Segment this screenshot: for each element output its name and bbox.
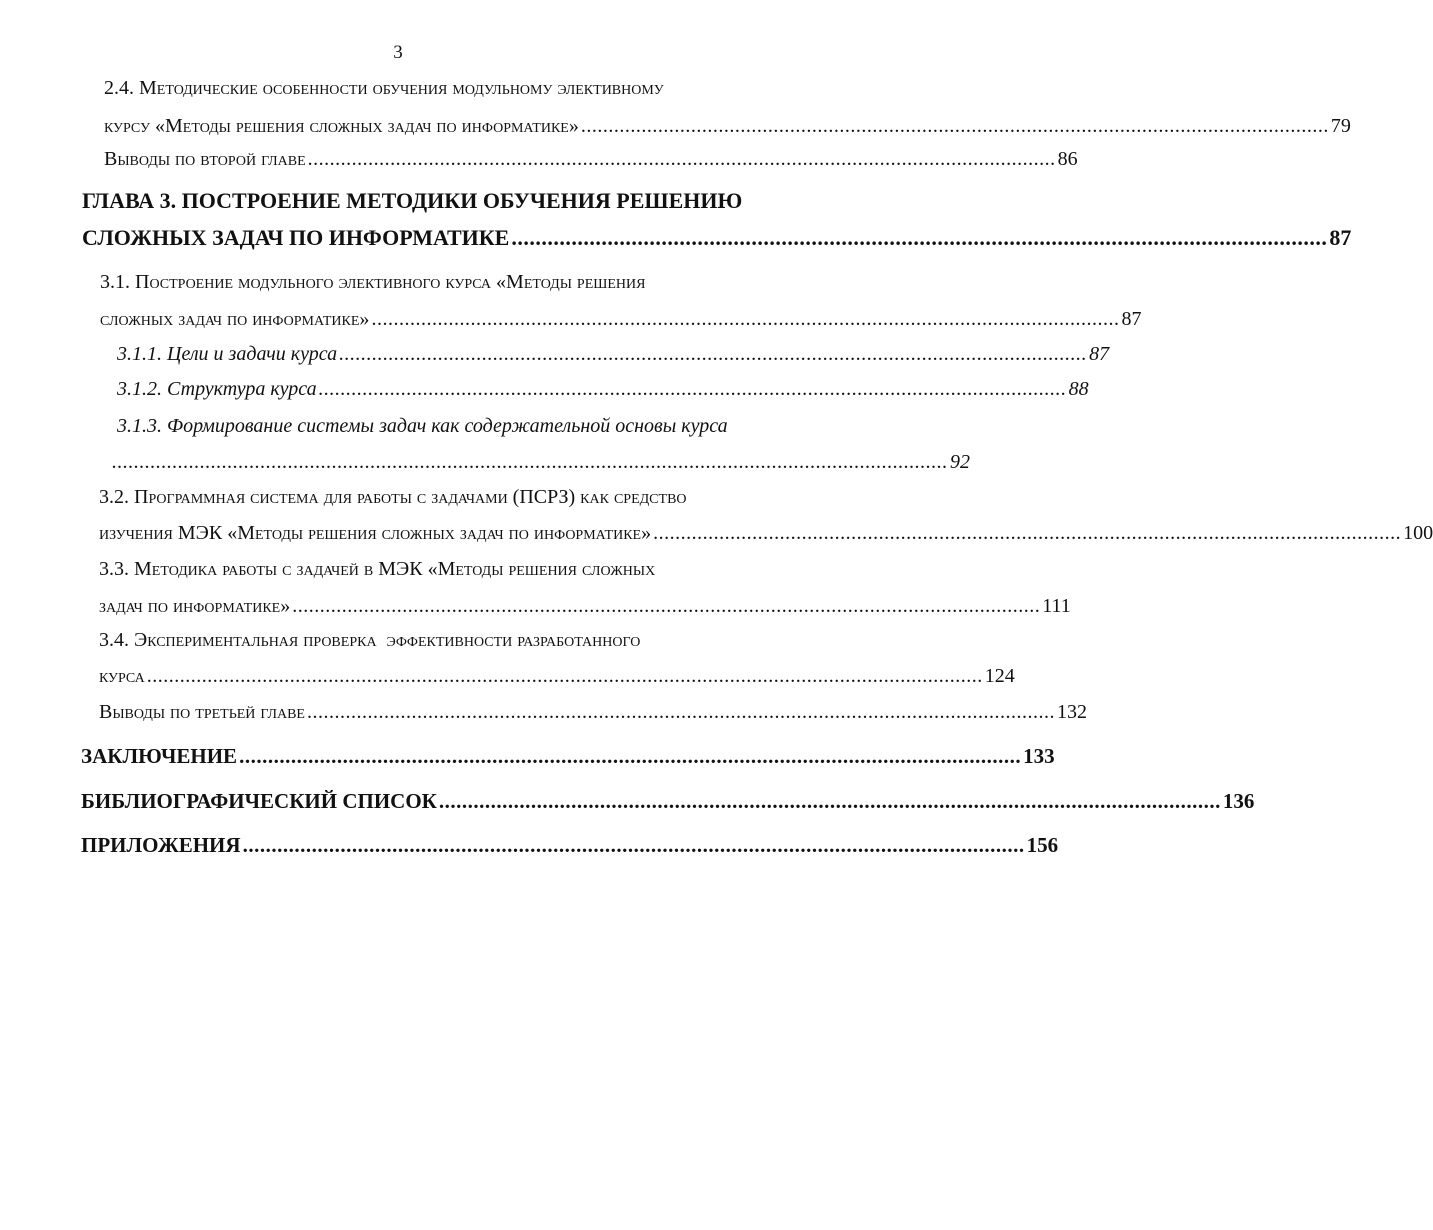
dot-leader: ........................................................................................................................................: [653, 522, 1402, 544]
toc-entry-text: изучения МЭК «Методы решения сложных задач по информатике»: [99, 522, 652, 544]
toc-entry-text: БИБЛИОГРАФИЧЕСКИЙ СПИСОК: [81, 789, 437, 813]
dot-leader: ........................................................................................................................................: [339, 343, 1088, 365]
toc-entry-3-3-line2: [99, 594, 1071, 618]
toc-entry-3-2-line1: [99, 485, 729, 509]
toc-entry-3-1-3-line2: [112, 450, 970, 474]
toc-page-number: 88: [1068, 378, 1089, 400]
toc-page-number: 111: [1042, 595, 1071, 617]
toc-entry-3-1-3-line1: [117, 414, 736, 438]
toc-page-number: 156: [1026, 833, 1059, 857]
dot-leader: ........................................................................................................................................: [239, 744, 1022, 768]
toc-entry-text: 3.2. Программная система для работы с задачами (ПСРЗ) как средство: [99, 486, 687, 508]
dot-leader: ........................................................................................................................................: [307, 148, 1056, 170]
toc-entry-text: Выводы по второй главе: [104, 148, 306, 170]
toc-entry-text: СЛОЖНЫХ ЗАДАЧ ПО ИНФОРМАТИКЕ: [82, 225, 510, 250]
toc-entry-text: 3.1.2. Структура курса: [117, 378, 317, 400]
toc-page-number: 124: [984, 665, 1015, 687]
toc-entry-2-4-line2: [104, 114, 1351, 138]
dot-leader: ........................................................................................................................................................: [112, 451, 948, 473]
toc-page-number: 86: [1057, 148, 1078, 170]
toc-entry-text: 3.4. Экспериментальная проверка эффективности разработанного: [99, 629, 641, 651]
toc-entry-text: 2.4. Методические особенности обучения модульному элективному: [104, 77, 664, 99]
toc-chapter-3-line1: [82, 188, 743, 213]
toc-entry-text: Выводы по третьей главе: [99, 701, 305, 723]
toc-entry-3-1-line2: [100, 307, 1142, 331]
toc-entry-3-4-line2: [99, 664, 1015, 688]
dot-leader: ........................................................................................................................................: [580, 115, 1329, 137]
toc-entry-conclusion: [81, 744, 1055, 768]
dot-leader: ........................................................................................................................................: [292, 595, 1041, 617]
dot-leader: ........................................................................................................................................: [371, 308, 1120, 330]
toc-chapter-3-line2: [82, 225, 1352, 250]
toc-page-number: 79: [1330, 115, 1351, 137]
page-number: 3: [393, 42, 403, 63]
toc-entry-3-1-line1: [100, 270, 720, 294]
toc-entry-text: 3.1.3. Формирование системы задач как содержательной основы курса: [117, 415, 728, 437]
toc-entry-text: 3.1.1. Цели и задачи курса: [117, 343, 338, 365]
toc-entry-text: курсу «Методы решения сложных задач по информатике»: [104, 115, 579, 137]
toc-entry-3-1-1: [117, 342, 1110, 366]
toc-page-number: 87: [1121, 308, 1142, 330]
dot-leader: ........................................................................................................................................: [438, 789, 1221, 813]
toc-page-number: 100: [1403, 522, 1433, 544]
toc-entry-text: сложных задач по информатике»: [100, 308, 370, 330]
toc-entry-conclusions-3: [99, 700, 1087, 724]
toc-page-number: 87: [1089, 343, 1110, 365]
toc-entry-bibliography: [81, 789, 1255, 813]
toc-page-number: 132: [1056, 701, 1087, 723]
dot-leader: ........................................................................................................................................: [318, 378, 1067, 400]
toc-entry-3-1-2: [117, 377, 1089, 401]
toc-entry-3-2-line2: [99, 521, 1433, 545]
toc-entry-text: ГЛАВА 3. ПОСТРОЕНИЕ МЕТОДИКИ ОБУЧЕНИЯ РЕШЕНИЮ: [82, 188, 743, 213]
toc-entry-text: курса: [99, 665, 145, 687]
dot-leader: ........................................................................................................................................: [511, 225, 1328, 250]
toc-entry-conclusions-2: [104, 147, 1078, 171]
toc-page-number: 87: [1329, 225, 1352, 250]
toc-entry-3-4-line1: [99, 628, 719, 652]
dot-leader: ........................................................................................................................................: [242, 833, 1025, 857]
toc-entry-text: 3.1. Построение модульного элективного курса «Методы решения: [100, 271, 646, 293]
toc-page-number: 133: [1023, 744, 1055, 768]
toc-entry-appendices: [81, 833, 1059, 857]
dot-leader: ........................................................................................................................................: [306, 701, 1055, 723]
toc-page-number: 136: [1222, 789, 1255, 813]
toc-entry-2-4-line1: [104, 76, 724, 100]
toc-page-number: 92: [950, 451, 970, 473]
dot-leader: ........................................................................................................................................................: [146, 665, 983, 687]
toc-entry-text: ЗАКЛЮЧЕНИЕ: [81, 744, 238, 768]
toc-entry-text: ПРИЛОЖЕНИЯ: [81, 833, 241, 857]
toc-entry-text: задач по информатике»: [99, 595, 291, 617]
toc-entry-text: 3.3. Методика работы с задачей в МЭК «Методы решения сложных: [99, 558, 656, 580]
toc-entry-3-3-line1: [99, 557, 719, 581]
